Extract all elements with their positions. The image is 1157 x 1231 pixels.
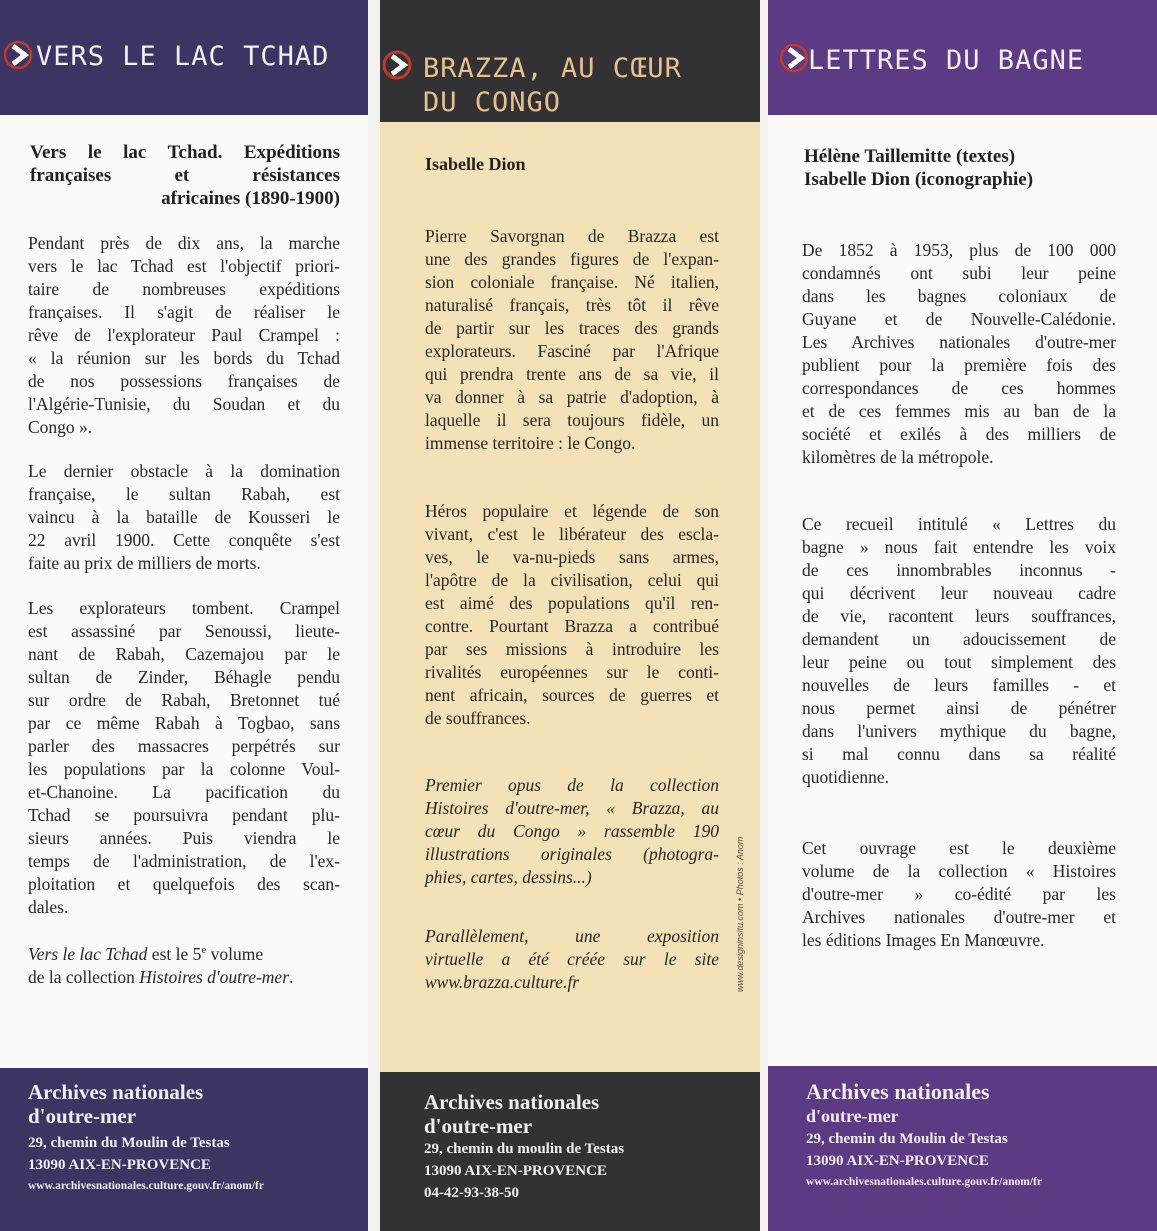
paragraph-3: Les explorateurs tombent. Crampel est assassiné par Senoussi, lieute- nant de Rabah, Cazemajou par le sultan de Zinder, Béhagle pendu sur ordre de Rabah, Bretonnet tué par ce même Rabah à Togbao, sans parler des massacres perpétrés sur les populations par la colonne Voul- et-Chanoine. La pacification du Tchad se poursuivra pendant plu- sieurs années. Puis viendra le temps de l'administration, de l'ex- ploitation et quelquefois des scan- dales. <box>28 598 340 917</box>
org-name: Archives nationales <box>806 1079 990 1104</box>
paragraph-4: Parallèlement, une exposition virtuelle a été créée sur le site www.brazza.culture.fr <box>425 926 719 992</box>
header-band <box>380 0 760 122</box>
author: Isabelle Dion <box>425 154 526 174</box>
header-band <box>768 0 1157 115</box>
org-name-2: d'outre-mer <box>28 1104 137 1128</box>
address-line-1: 29, chemin du Moulin de Testas <box>28 1135 230 1151</box>
org-name-2: d'outre-mer <box>424 1114 533 1138</box>
photo-credit: www.designinsitu.com • Photos : Anom <box>735 836 745 992</box>
paragraph-4: Vers le lac Tchad est le 5e volume de la collection Histoires d'outre-mer. <box>28 943 294 987</box>
website-link[interactable]: www.brazza.culture.fr <box>425 972 580 992</box>
org-name: Archives nationales <box>28 1080 204 1104</box>
website: www.archivesnationales.culture.gouv.fr/anom/fr <box>28 1180 264 1192</box>
paragraph-3: Premier opus de la collection Histoires d'outre-mer, « Brazza, au cœur du Congo » rassemble 190 illustrations originales (photogra- phies, cartes, dessins...) <box>425 775 719 887</box>
paragraph-3: Cet ouvrage est le deuxième volume de la collection « Histoires d'outre-mer » co-édité par les Archives nationales d'outre-mer et les éditions Images En Manœuvre. <box>802 838 1116 950</box>
bookmark-brazza <box>380 0 760 1231</box>
authors: Hélène Taillemitte (textes) Isabelle Dion (iconographie) <box>804 146 1034 190</box>
paragraph-1: Pierre Savorgnan de Brazza est une des grandes figures de l'expan- sion coloniale française. Né italien, naturalisé français, très tôt il rêve de partir sur les traces des grands explorateurs. Fasciné par l'Afrique qui prendra trente ans de sa vie, il va donner à sa patrie d'adoption, à laquelle il sera toujours fidèle, un immense territoire : le Congo. <box>425 226 719 453</box>
address-line-2: 13090 AIX-EN-PROVENCE <box>424 1163 607 1179</box>
paragraph-1: Pendant près de dix ans, la marche vers le lac Tchad est l'objectif priori- taire de nombreuses expéditions françaises. Il s'agit de réaliser le rêve de l'explorateur Paul Crampel : « la réunion sur les bords du Tchad de nos possessions françaises de l'Algérie-Tunisie, du Soudan et du Congo ». <box>28 233 340 437</box>
address-line-2: 13090 AIX-EN-PROVENCE <box>806 1153 989 1169</box>
footer-band <box>0 1068 368 1231</box>
website: www.archivesnationales.culture.gouv.fr/anom/fr <box>806 1176 1042 1188</box>
phone-number: 04-42-93-38-50 <box>424 1185 519 1201</box>
book-subtitle: Vers le lac Tchad. Expéditions françaises et résistances africaines (1890-1900) <box>30 142 340 209</box>
address-line-2: 13090 AIX-EN-PROVENCE <box>28 1157 211 1173</box>
chevron-right-icon <box>382 50 412 80</box>
bookmark-bagne <box>768 0 1157 1231</box>
header-band <box>0 0 368 115</box>
paragraph-2: Ce recueil intitulé « Lettres du bagne » nous fait entendre les voix de ces innombrables inconnus - qui décrivent leur nouveau cadre de vie, racontent leurs souffrances, demandent un adoucissement de leur peine ou tout simplement des nouvelles de leurs familles - et nous permet ainsi de pénétrer dans l'univers mythique du bagne, si mal connu dans sa réalité quotidienne. <box>802 514 1116 787</box>
paragraph-2: Héros populaire et légende de son vivant, c'est le libérateur des escla- ves, le va-nu-pieds sans armes, l'apôtre de la civilisation, celui qui est aimé des populations qu'il ren- contre. Pourtant Brazza a contribué par ses missions à introduire les rivalités européennes sur le conti- nent africain, sources de guerres et de souffrances. <box>425 501 719 728</box>
bookmark-title: BRAZZA, AU CŒUR DU CONGO <box>423 53 682 118</box>
org-name-2: d'outre-mer <box>806 1106 899 1126</box>
org-name: Archives nationales <box>424 1090 600 1114</box>
paragraph-1: De 1852 à 1953, plus de 100 000 condamnés ont subi leur peine dans les bagnes coloniaux de Guyane et de Nouvelle-Calédonie. Les Archives nationales d'outre-mer publient pour la première fois des correspondances de ces hommes et de ces femmes mis au ban de la société et exilés à des milliers de kilomètres de la métropole. <box>802 240 1116 467</box>
chevron-right-icon <box>780 43 810 73</box>
footer-band <box>768 1066 1157 1231</box>
bookmark-title: LETTRES DU BAGNE <box>808 45 1085 76</box>
bookmark-lac-tchad <box>0 0 368 1231</box>
paragraph-2: Le dernier obstacle à la domination française, le sultan Rabah, est vaincu à la bataille de Kousseri le 22 avril 1900. Cette conquête s'est faite au prix de milliers de morts. <box>28 461 340 573</box>
address-line-1: 29, chemin du moulin de Testas <box>424 1141 625 1157</box>
footer-band <box>380 1072 760 1231</box>
address-line-1: 29, chemin du Moulin de Testas <box>806 1131 1008 1147</box>
bookmark-title: VERS LE LAC TCHAD <box>36 41 330 72</box>
chevron-right-icon <box>4 40 34 70</box>
